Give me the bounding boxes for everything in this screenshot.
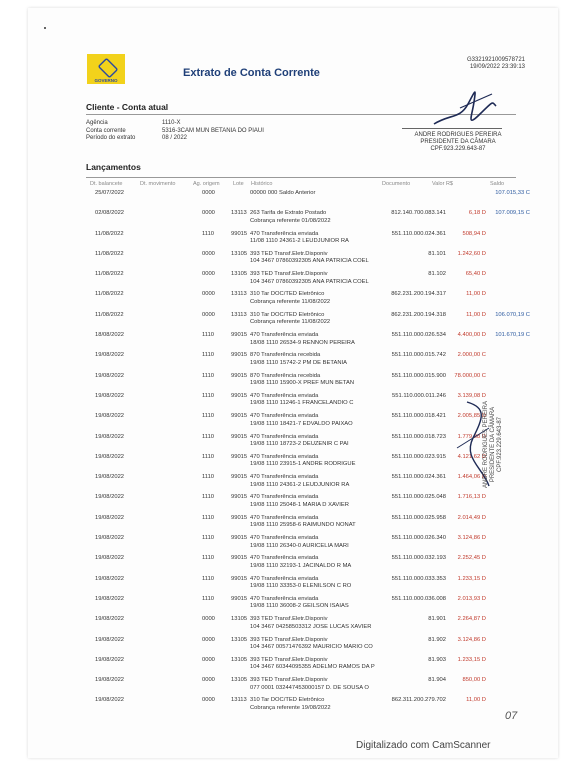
- row-detail: 19/08 1110 32193-1 JACINALDO R MA: [250, 562, 352, 569]
- row-lote: 99015: [231, 535, 248, 542]
- row-documento: 81.903: [428, 656, 446, 663]
- row-detail: 19/08 1110 25048-1 MARIA D XAVIER: [250, 501, 349, 508]
- row-historico: 00000 000 Saldo Anterior: [250, 190, 316, 196]
- row-historico: 470 Transferência enviada: [250, 392, 319, 399]
- table-row: [0, 596, 585, 616]
- row-historico: 393 TED Transf.Eletr.Disponiv: [250, 656, 328, 663]
- row-historico: 870 Transferência recebida: [250, 352, 321, 359]
- row-documento: 551.110.000.023.915: [391, 453, 446, 460]
- row-documento: 551.110.000.018.723: [391, 433, 446, 440]
- row-ag-origem: 1110: [202, 453, 215, 460]
- divider: [86, 177, 516, 178]
- row-documento: 551.110.000.036.008: [391, 595, 446, 602]
- row-date: 11/08/2022: [95, 271, 124, 278]
- row-lote: 99015: [231, 433, 248, 440]
- table-row: [0, 271, 585, 291]
- row-lote: 99015: [231, 514, 248, 521]
- row-lote: 13105: [231, 636, 248, 643]
- row-documento: 81.102: [428, 271, 446, 278]
- row-detail: 077 0001 032447453000157 D. DE SOUSA O: [250, 684, 369, 691]
- row-historico: 470 Transferência enviada: [250, 413, 319, 420]
- row-valor: 2.013,93 D: [457, 595, 486, 602]
- col-dt-movimento: Dt. movimento: [140, 181, 176, 187]
- row-ag-origem: 0000: [202, 271, 215, 278]
- row-historico: 393 TED Transf.Eletr.Disponiv: [250, 250, 328, 257]
- row-date: 19/08/2022: [95, 514, 125, 521]
- row-documento: 81.901: [428, 616, 446, 623]
- row-date: 11/08/2022: [95, 230, 124, 237]
- row-detail: Cobrança referente 01/08/2022: [250, 217, 331, 224]
- row-documento: 551.110.000.032.193: [391, 555, 446, 562]
- row-historico: 470 Transferência enviada: [250, 575, 319, 582]
- row-ag-origem: 1110: [202, 392, 215, 399]
- col-documento: Documento: [382, 181, 411, 187]
- row-saldo: 101.670,19 C: [495, 332, 530, 339]
- row-detail: 11/08 1110 24361-2 LEUDJUNIOR RA: [250, 238, 349, 245]
- stamp-text: [483, 401, 504, 488]
- row-detail: 18/08 1110 26534-9 RENNON PEREIRA: [250, 339, 355, 346]
- row-historico: 393 TED Transf.Eletr.Disponiv: [250, 636, 328, 643]
- table-row: [0, 210, 585, 230]
- row-documento: 81.902: [428, 636, 446, 643]
- row-historico: 310 Tar DOC/TED Eletrônico: [250, 697, 325, 704]
- row-historico: 470 Transferência enviada: [250, 453, 319, 460]
- row-lote: 13105: [231, 656, 248, 663]
- page-title: Extrato de Conta Corrente: [183, 67, 320, 79]
- logo-text: GOVERNO: [94, 78, 118, 83]
- table-row: [0, 535, 585, 555]
- row-lote: 99015: [231, 230, 248, 237]
- row-historico: 470 Transferência enviada: [250, 595, 319, 602]
- row-date: 25/07/2022: [95, 190, 125, 196]
- table-row: [0, 677, 585, 697]
- row-detail: 19/08 1110 15742-2 PM DE BETANIA: [250, 359, 347, 366]
- row-valor: 3.139,08 D: [457, 392, 486, 399]
- row-valor: 1.242,60 D: [457, 250, 486, 257]
- row-date: 19/08/2022: [95, 636, 125, 643]
- row-lote: 13113: [231, 311, 247, 318]
- info-label: Período do extrato: [86, 135, 136, 141]
- row-ag-origem: 1110: [202, 555, 215, 562]
- row-documento: 551.110.000.026.534: [391, 332, 446, 339]
- row-date: 19/08/2022: [95, 433, 125, 440]
- stamp-name: ANDRE RODRIGUES PEREIRA: [483, 400, 489, 488]
- row-detail: 19/08 1110 18723-2 DEUZENIR C PAI: [250, 441, 349, 448]
- row-valor: 78.000,00 C: [454, 372, 486, 379]
- row-ag-origem: 1110: [202, 474, 215, 481]
- row-date: 19/08/2022: [95, 595, 125, 602]
- row-valor: 2.014,49 D: [457, 514, 486, 521]
- row-valor: 2.252,45 D: [457, 555, 486, 562]
- row-detail: 19/08 1110 15900-X PREF MUN BETAN: [250, 380, 355, 387]
- table-row: [0, 515, 585, 535]
- row-lote: 99015: [231, 595, 248, 602]
- row-ag-origem: 0000: [202, 697, 215, 704]
- row-historico: 393 TED Transf.Eletr.Disponiv: [250, 271, 328, 278]
- row-lote: 13105: [231, 250, 248, 257]
- row-date: 19/08/2022: [95, 494, 125, 501]
- row-valor: 2.005,85 D: [457, 413, 486, 420]
- info-row-conta: [86, 128, 264, 136]
- row-detail: 104 3467 07860392305 ANA PATRICIA COEL: [250, 258, 369, 265]
- row-ag-origem: 0000: [202, 291, 215, 298]
- row-ag-origem: 1110: [202, 413, 215, 420]
- row-detail: 19/08 1110 11246-1 FRANCELANDIO C: [250, 400, 354, 407]
- table-row: [0, 251, 585, 271]
- table-row: [0, 637, 585, 657]
- row-date: 19/08/2022: [95, 474, 125, 481]
- row-historico: 393 TED Transf.Eletr.Disponiv: [250, 677, 328, 684]
- row-historico: 310 Tar DOC/TED Eletrônico: [250, 311, 325, 318]
- row-historico: 470 Transferência enviada: [250, 555, 319, 562]
- row-valor: 1.464,06 D: [457, 474, 486, 481]
- row-valor: 3.124,86 D: [457, 636, 486, 643]
- row-ag-origem: 1110: [202, 230, 215, 237]
- table-row: [0, 291, 585, 311]
- table-row: [0, 332, 585, 352]
- row-historico: 470 Transferência enviada: [250, 474, 319, 481]
- row-documento: 551.110.000.025.048: [391, 494, 446, 501]
- row-lote: 13113: [231, 210, 247, 217]
- row-detail: 19/08 1110 25958-6 RAIMUNDO NONAT: [250, 522, 356, 529]
- document-id: [467, 57, 525, 71]
- row-documento: 551.110.000.026.340: [391, 535, 446, 542]
- row-date: 19/08/2022: [95, 453, 125, 460]
- row-lote: 99015: [231, 413, 248, 420]
- row-documento: 551.110.000.011.246: [392, 392, 446, 399]
- row-ag-origem: 1110: [202, 332, 215, 339]
- row-lote: 99015: [231, 474, 248, 481]
- row-lote: 99015: [231, 575, 248, 582]
- row-lote: 13113: [231, 697, 247, 704]
- row-lote: 13105: [231, 271, 248, 278]
- row-ag-origem: 0000: [202, 210, 215, 217]
- row-ag-origem: 1110: [202, 494, 215, 501]
- row-detail: 19/08 1110 33353-0 ELENILSON C RO: [250, 583, 352, 590]
- row-lote: 99015: [231, 453, 248, 460]
- row-date: 11/08/2022: [95, 291, 124, 298]
- table-row: [0, 312, 585, 332]
- row-saldo: 107.009,15 C: [495, 210, 530, 217]
- row-detail: 19/08 1110 36008-2 GEILSON ISAIAS: [250, 603, 349, 610]
- row-ag-origem: 0000: [202, 250, 215, 257]
- row-date: 19/08/2022: [95, 697, 125, 704]
- scanner-watermark: Digitalizado com CamScanner: [356, 740, 491, 751]
- row-valor: 850,00 D: [462, 677, 486, 684]
- table-row: [0, 373, 585, 393]
- row-valor: 4.400,00 D: [457, 332, 486, 339]
- row-documento: 862.311.200.279.702: [391, 697, 446, 704]
- row-ag-origem: 1110: [202, 433, 215, 440]
- row-date: 18/08/2022: [95, 332, 125, 339]
- table-row: [0, 697, 585, 717]
- row-documento: 551.110.000.024.361: [391, 474, 446, 481]
- row-ag-origem: 1110: [202, 514, 215, 521]
- signatory-name: ANDRE RODRIGUES PEREIRA: [414, 132, 502, 138]
- row-date: 19/08/2022: [95, 616, 125, 623]
- row-valor: 11,00 D: [466, 311, 486, 318]
- row-date: 19/08/2022: [95, 677, 125, 684]
- row-documento: 551.110.000.015.742: [391, 352, 446, 359]
- table-row: [0, 555, 585, 575]
- row-date: 19/08/2022: [95, 372, 125, 379]
- row-date: 19/08/2022: [95, 413, 125, 420]
- row-detail: 104 3467 04258503312 JOSE LUCAS XAVIER: [250, 623, 372, 630]
- row-date: 02/08/2022: [95, 210, 125, 217]
- row-detail: 19/08 1110 23915-1 ANDRE RODRIGUE: [250, 461, 356, 468]
- row-lote: 99015: [231, 372, 248, 379]
- row-detail: 104 3467 60344095355 ADELMO RAMOS DA P: [250, 664, 375, 671]
- speck: [44, 27, 46, 29]
- row-date: 19/08/2022: [95, 535, 125, 542]
- row-detail: 19/08 1110 24361-2 LEUDJUNIOR RA: [250, 481, 350, 488]
- info-value: 5316-3CAM MUN BETANIA DO PIAUI: [162, 127, 264, 134]
- table-row: [0, 576, 585, 596]
- row-date: 11/08/2022: [95, 311, 124, 318]
- row-detail: Cobrança referente 19/08/2022: [250, 704, 331, 711]
- col-lote: Lote: [233, 181, 244, 187]
- row-date: 19/08/2022: [95, 392, 125, 399]
- stamp-role: PRESIDENTE DA CÂMARA: [490, 406, 496, 483]
- row-valor: 1.233,15 D: [457, 575, 486, 582]
- row-documento: 812.140.700.083.141: [391, 210, 446, 217]
- table-row: [0, 190, 585, 210]
- row-lote: 13105: [231, 677, 248, 684]
- table-row: [0, 494, 585, 514]
- row-detail: 104 3467 07860392305 ANA PATRICIA COEL: [250, 278, 369, 285]
- row-ag-origem: 1110: [202, 595, 215, 602]
- signature-line: [402, 128, 502, 129]
- stamp-cpf: CPF.923.229.643-87: [497, 416, 503, 473]
- row-lote: 13113: [231, 291, 247, 298]
- col-historico: Histórico: [251, 181, 273, 187]
- row-date: 19/08/2022: [95, 656, 125, 663]
- row-valor: 11,00 D: [466, 291, 486, 298]
- row-saldo: 107.015,33 C: [495, 190, 530, 196]
- row-historico: 310 Tar DOC/TED Eletrônico: [250, 291, 325, 298]
- row-historico: 470 Transferência enviada: [250, 514, 319, 521]
- row-date: 11/08/2022: [95, 250, 124, 257]
- row-ag-origem: 0000: [202, 656, 215, 663]
- row-valor: 3.124,86 D: [457, 535, 486, 542]
- row-detail: 104 3467 00571476392 MAURICIO MARIO CO: [250, 644, 373, 651]
- row-ag-origem: 0000: [202, 677, 215, 684]
- row-ag-origem: 0000: [202, 616, 215, 623]
- row-documento: 862.231.200.194.318: [391, 311, 446, 318]
- row-detail: 19/08 1110 18421-7 EDVALDO PAIXAO: [250, 420, 353, 427]
- row-ag-origem: 1110: [202, 535, 215, 542]
- row-lote: 99015: [231, 332, 248, 339]
- col-ag-origem: Ag. origem: [193, 181, 220, 187]
- table-row: [0, 616, 585, 636]
- col-saldo: Saldo: [490, 181, 505, 187]
- row-historico: 393 TED Transf.Eletr.Disponiv: [250, 616, 328, 623]
- row-valor: 1.716,13 D: [457, 494, 486, 501]
- row-ag-origem: 0000: [202, 311, 215, 318]
- row-valor: 4.121,62 D: [457, 453, 486, 460]
- row-date: 19/08/2022: [95, 575, 125, 582]
- row-valor: 65,40 D: [465, 271, 486, 278]
- row-valor: 11,00 D: [466, 697, 486, 704]
- row-valor: 2.000,00 C: [457, 352, 486, 359]
- table-row: [0, 352, 585, 372]
- client-section-title: Cliente - Conta atual: [86, 102, 169, 112]
- row-historico: 470 Transferência enviada: [250, 494, 319, 501]
- info-row-agencia: [86, 120, 264, 128]
- row-historico: 470 Transferência enviada: [250, 535, 319, 542]
- row-documento: 551.110.000.024.361: [391, 230, 446, 237]
- info-label: Conta corrente: [86, 127, 126, 134]
- signatory-role: PRESIDENTE DA CÂMARA: [420, 139, 496, 145]
- row-ag-origem: 0000: [202, 190, 215, 196]
- row-lote: 99015: [231, 392, 248, 399]
- signature-scrawl: [430, 84, 500, 132]
- row-documento: 81.904: [428, 677, 446, 684]
- document-number: G3321921009578721: [466, 57, 525, 63]
- row-ag-origem: 1110: [202, 352, 215, 359]
- row-lote: 99015: [231, 555, 248, 562]
- row-detail: Cobrança referente 11/08/2022: [250, 319, 331, 326]
- row-documento: 81.101: [428, 250, 446, 257]
- row-historico: 470 Transferência enviada: [250, 230, 319, 237]
- row-saldo: 106.070,19 C: [495, 311, 530, 318]
- logo-mark-icon: [98, 58, 119, 79]
- row-detail: 19/08 1110 26340-0 AURICELIA MARI: [250, 542, 349, 549]
- row-valor: 1.233,15 D: [457, 656, 486, 663]
- row-historico: 470 Transferência enviada: [250, 332, 319, 339]
- signatory-cpf: CPF.923.229.643-87: [430, 146, 486, 152]
- row-date: 19/08/2022: [95, 555, 125, 562]
- row-valor: 1.779,88 D: [457, 433, 486, 440]
- row-documento: 551.110.000.018.421: [391, 413, 446, 420]
- row-valor: 2.264,87 D: [457, 616, 486, 623]
- info-label: Agência: [86, 120, 108, 126]
- row-date: 19/08/2022: [95, 352, 125, 359]
- row-valor: 508,94 D: [462, 230, 486, 237]
- info-row-periodo: [86, 135, 264, 143]
- signature-block: [408, 132, 508, 153]
- row-documento: 551.110.000.025.958: [391, 514, 446, 521]
- info-value: 08 / 2022: [162, 135, 188, 141]
- bank-logo: [87, 54, 125, 84]
- row-historico: 470 Transferência enviada: [250, 433, 319, 440]
- table-row: [0, 657, 585, 677]
- info-value: 1110-X: [162, 120, 181, 126]
- col-valor: Valor R$: [432, 181, 453, 187]
- row-valor: 6,18 D: [468, 210, 486, 217]
- row-ag-origem: 1110: [202, 575, 215, 582]
- row-historico: 263 Tarifa de Extrato Postado: [250, 210, 327, 217]
- row-documento: 551.110.000.015.900: [391, 372, 446, 379]
- table-row: [0, 231, 585, 251]
- client-info: [86, 120, 264, 143]
- row-ag-origem: 0000: [202, 636, 215, 643]
- row-documento: 862.231.200.194.317: [391, 291, 446, 298]
- row-lote: 13105: [231, 616, 248, 623]
- col-dt-balancete: Dt. balancete: [90, 181, 123, 187]
- row-detail: Cobrança referente 11/08/2022: [250, 298, 331, 305]
- lancamentos-title: Lançamentos: [86, 162, 141, 172]
- document-datetime: 19/09/2022 23:39:13: [469, 64, 525, 70]
- row-lote: 99015: [231, 494, 248, 501]
- row-lote: 99015: [231, 352, 248, 359]
- row-ag-origem: 1110: [202, 372, 215, 379]
- row-documento: 551.110.000.033.353: [391, 575, 446, 582]
- row-historico: 870 Transferência recebida: [250, 372, 321, 379]
- handwritten-page-number: 07: [505, 710, 518, 722]
